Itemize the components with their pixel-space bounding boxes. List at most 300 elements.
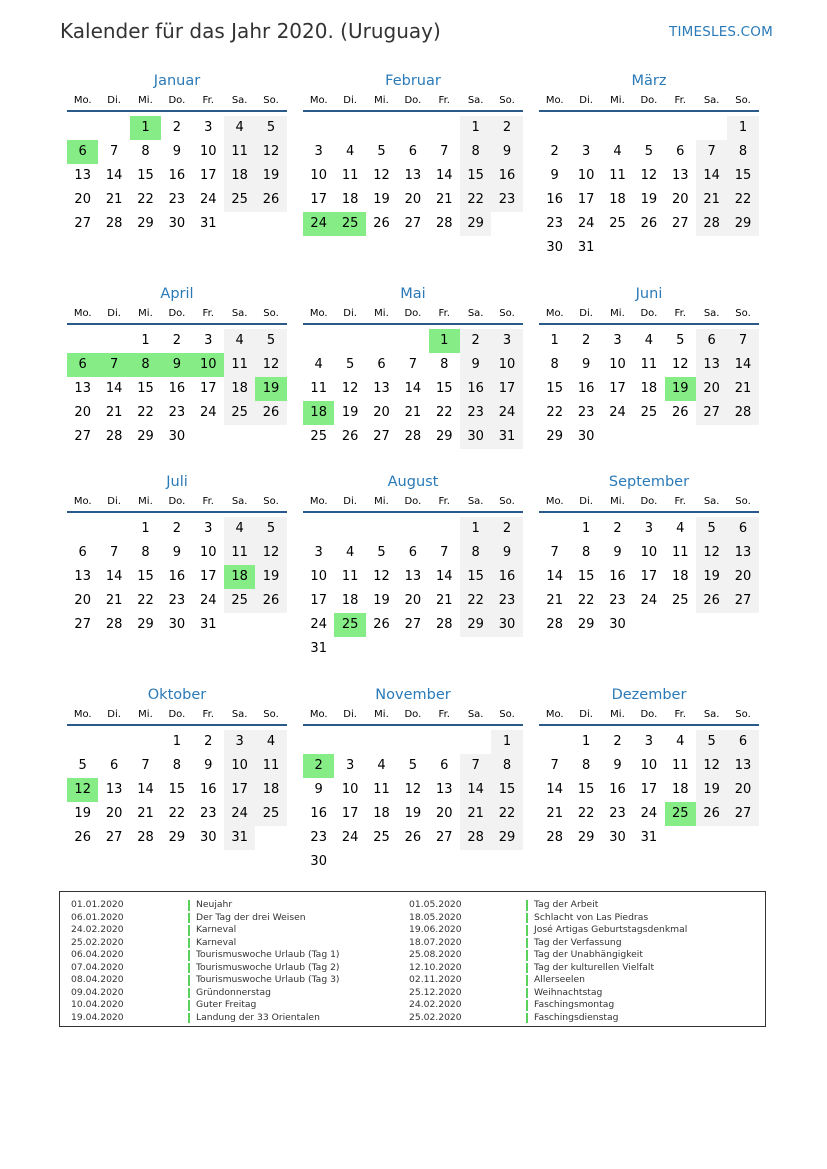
day-cell: 19	[341, 405, 359, 420]
day-cell: 17	[491, 377, 522, 401]
day-cell: 16	[609, 569, 626, 584]
day-cell: 14	[435, 569, 453, 584]
legend-row	[71, 999, 406, 1012]
holiday-date: 18.05.2020	[409, 911, 462, 923]
day-cell: 18	[255, 778, 286, 802]
weekday-label: Di.	[579, 709, 593, 720]
day-cell: 15	[577, 569, 595, 584]
day-cell: 8	[491, 754, 522, 778]
holiday-name: Schlacht von Las Piedras	[534, 911, 649, 923]
week-row	[67, 613, 287, 637]
empty-cell	[224, 212, 255, 236]
weekday-label: Di.	[579, 95, 593, 106]
day-cell: 25	[224, 401, 255, 425]
weekday-header	[67, 706, 287, 726]
day-cell: 19	[696, 565, 727, 589]
weekday-header	[539, 305, 759, 325]
weekday-label: Do.	[640, 496, 658, 507]
day-cell: 23	[491, 589, 522, 613]
weekday-label: Do.	[168, 496, 186, 507]
empty-cell	[334, 116, 365, 140]
day-cell: 27	[373, 429, 390, 444]
day-cell: 24	[640, 806, 658, 821]
day-cell: 1	[727, 116, 758, 140]
week-row	[303, 778, 523, 802]
day-cell: 6	[408, 144, 417, 159]
holiday-date: 25.02.2020	[71, 936, 124, 948]
weekday-label: So.	[499, 95, 515, 106]
day-cell: 25	[224, 188, 255, 212]
day-cell: 17	[341, 806, 359, 821]
day-cell: 13	[727, 541, 758, 565]
day-cell: 19	[640, 192, 658, 207]
empty-cell	[665, 425, 696, 449]
day-cell: 7	[408, 357, 417, 372]
day-cell: 24	[199, 593, 217, 608]
week-row	[303, 613, 523, 637]
empty-cell	[255, 212, 286, 236]
day-cell: 24	[341, 830, 359, 845]
day-cell: 12	[696, 754, 727, 778]
day-cell: 2	[172, 120, 181, 135]
day-cell: 3	[345, 758, 355, 773]
day-cell: 8	[440, 357, 449, 372]
day-cell: 12	[696, 541, 727, 565]
holiday-marker	[526, 938, 528, 949]
holiday-name: Tourismuswoche Urlaub (Tag 1)	[196, 949, 340, 960]
day-cell: 7	[98, 353, 129, 377]
day-cell: 19	[696, 778, 727, 802]
day-cell: 21	[727, 377, 758, 401]
day-cell: 17	[199, 168, 217, 183]
day-cell: 17	[310, 192, 327, 207]
holiday-name: Landung der 33 Orientalen	[196, 1011, 320, 1023]
weekday-header	[303, 305, 523, 325]
day-cell: 6	[78, 545, 87, 560]
weekday-label: Mi.	[610, 95, 625, 106]
day-cell: 6	[109, 758, 119, 773]
week-row	[303, 140, 523, 164]
day-cell: 17	[199, 381, 217, 396]
weekday-label: Mi.	[610, 709, 625, 720]
day-cell: 18	[373, 806, 390, 821]
day-cell: 20	[74, 405, 91, 420]
day-cell: 25	[609, 216, 626, 231]
weekday-label: Fr.	[674, 95, 686, 106]
day-cell: 25	[224, 589, 255, 613]
weekday-label: Di.	[343, 308, 357, 319]
day-cell: 28	[404, 429, 422, 444]
day-cell: 6	[67, 140, 98, 164]
holiday-name: Allerseelen	[534, 974, 585, 985]
weekday-label: So.	[499, 496, 515, 507]
day-cell: 14	[727, 353, 758, 377]
day-cell: 17	[640, 569, 658, 584]
holiday-date: 18.07.2020	[409, 936, 462, 948]
holiday-name: Tag der Verfassung	[534, 936, 622, 948]
week-row	[67, 353, 287, 377]
day-cell: 1	[550, 333, 559, 348]
weekday-label: Do.	[168, 95, 186, 106]
day-cell: 29	[727, 212, 758, 236]
day-cell: 11	[671, 545, 689, 560]
holiday-name: Der Tag der drei Weisen	[196, 911, 306, 923]
holiday-date: 06.01.2020	[71, 911, 124, 923]
day-cell: 26	[373, 216, 390, 231]
empty-cell	[67, 517, 98, 541]
legend-row	[71, 912, 406, 925]
day-cell: 24	[199, 192, 217, 207]
week-row	[539, 140, 759, 164]
day-cell: 25	[255, 802, 286, 826]
day-cell: 1	[429, 329, 460, 353]
day-cell: 29	[460, 613, 491, 637]
holiday-date: 01.01.2020	[71, 899, 124, 910]
week-row	[67, 730, 287, 754]
day-cell: 29	[435, 429, 453, 444]
empty-cell	[224, 425, 255, 449]
holiday-marker	[526, 900, 528, 911]
weekday-label: Mo.	[309, 95, 328, 106]
day-cell: 10	[199, 144, 217, 159]
weekday-label: Di.	[579, 308, 593, 319]
weekday-header	[67, 305, 287, 325]
day-cell: 21	[137, 806, 154, 821]
day-cell: 19	[665, 377, 696, 401]
empty-cell	[303, 730, 334, 754]
day-cell: 25	[334, 212, 365, 236]
day-cell: 29	[577, 617, 595, 632]
day-cell: 3	[491, 329, 522, 353]
day-cell: 1	[581, 734, 591, 749]
week-row	[539, 377, 759, 401]
day-cell: 4	[613, 144, 622, 159]
day-cell: 10	[491, 353, 522, 377]
day-cell: 29	[137, 429, 154, 444]
day-cell: 27	[727, 802, 758, 826]
empty-cell	[255, 425, 286, 449]
day-cell: 15	[491, 778, 522, 802]
weekday-label: Sa.	[703, 496, 720, 507]
day-cell: 7	[440, 545, 449, 560]
day-cell: 25	[310, 429, 327, 444]
day-cell: 22	[577, 806, 595, 821]
week-row	[67, 589, 287, 613]
empty-cell	[696, 425, 727, 449]
legend-row	[71, 937, 406, 950]
weekday-label: Mi.	[374, 496, 389, 507]
day-cell: 11	[310, 381, 327, 396]
day-cell: 7	[550, 545, 559, 560]
day-cell: 8	[460, 541, 491, 565]
day-cell: 11	[341, 569, 359, 584]
holiday-name: Tag der Unabhängigkeit	[534, 949, 643, 960]
day-cell: 4	[224, 329, 255, 353]
holiday-name: Karneval	[196, 924, 237, 935]
holiday-marker	[188, 988, 190, 999]
weekday-label: Di.	[107, 95, 121, 106]
day-cell: 1	[130, 116, 161, 140]
holiday-name: Tag der Arbeit	[534, 899, 599, 910]
empty-cell	[366, 116, 397, 140]
day-cell: 4	[676, 521, 685, 536]
week-row	[303, 212, 523, 236]
month-name: April	[160, 286, 194, 302]
day-cell: 22	[491, 802, 522, 826]
day-cell: 25	[671, 593, 689, 608]
day-cell: 5	[78, 758, 87, 773]
weekday-label: Do.	[168, 709, 186, 720]
weekday-label: Mi.	[374, 709, 389, 720]
week-row	[303, 116, 523, 140]
day-cell: 12	[341, 381, 359, 396]
holiday-name: Faschingsdienstag	[534, 1011, 619, 1023]
day-cell: 26	[74, 830, 91, 845]
weekday-label: Mo.	[73, 709, 92, 720]
week-row	[303, 401, 523, 425]
empty-cell	[193, 425, 224, 449]
day-cell: 23	[168, 405, 186, 420]
day-cell: 7	[109, 545, 119, 560]
week-row	[303, 353, 523, 377]
day-cell: 17	[199, 569, 217, 584]
day-cell: 17	[224, 778, 255, 802]
day-cell: 6	[67, 353, 98, 377]
day-cell: 24	[199, 405, 217, 420]
day-cell: 26	[696, 802, 727, 826]
empty-cell	[727, 425, 758, 449]
month-märz	[539, 70, 759, 260]
empty-cell	[334, 730, 365, 754]
day-cell: 5	[644, 144, 653, 159]
day-cell: 2	[550, 144, 559, 159]
day-cell: 20	[696, 377, 727, 401]
day-cell: 23	[199, 806, 217, 821]
holiday-marker	[526, 988, 528, 999]
day-cell: 28	[727, 401, 758, 425]
day-cell: 26	[255, 401, 286, 425]
week-row	[67, 164, 287, 188]
holiday-marker	[188, 963, 190, 974]
month-name: Juni	[635, 286, 663, 302]
holiday-name: Neujahr	[196, 899, 233, 910]
weekday-label: Fr.	[202, 709, 214, 720]
month-name: November	[375, 687, 451, 703]
empty-cell	[67, 329, 98, 353]
weekday-label: Sa.	[231, 308, 248, 319]
day-cell: 23	[609, 593, 626, 608]
day-cell: 31	[224, 826, 255, 850]
day-cell: 20	[727, 565, 758, 589]
empty-cell	[67, 116, 98, 140]
weekday-label: So.	[263, 709, 279, 720]
weekday-header	[67, 92, 287, 112]
week-row	[539, 116, 759, 140]
day-cell: 19	[404, 806, 422, 821]
weekday-label: Mi.	[138, 95, 153, 106]
empty-cell	[429, 730, 460, 754]
day-cell: 5	[255, 329, 286, 353]
day-cell: 2	[172, 333, 181, 348]
empty-cell	[429, 517, 460, 541]
day-cell: 30	[609, 617, 626, 632]
legend-row	[409, 974, 744, 987]
day-cell: 8	[172, 758, 181, 773]
week-row	[539, 329, 759, 353]
day-cell: 26	[640, 216, 658, 231]
month-name: Dezember	[611, 687, 687, 703]
empty-cell	[397, 730, 428, 754]
legend-row	[409, 899, 744, 912]
holiday-name: Weihnachtstag	[534, 986, 603, 998]
day-cell: 2	[491, 517, 522, 541]
day-cell: 7	[440, 144, 449, 159]
day-cell: 30	[460, 425, 491, 449]
week-row	[303, 188, 523, 212]
weekday-header	[539, 706, 759, 726]
day-cell: 3	[314, 144, 323, 159]
day-cell: 2	[303, 754, 334, 778]
empty-cell	[633, 236, 664, 260]
week-row	[539, 826, 759, 850]
empty-cell	[67, 730, 98, 754]
day-cell: 21	[435, 192, 453, 207]
day-cell: 24	[609, 405, 626, 420]
day-cell: 28	[105, 429, 123, 444]
day-cell: 5	[377, 545, 386, 560]
weekday-label: Do.	[404, 95, 422, 106]
day-cell: 14	[105, 381, 123, 396]
page-title: Kalender für das Jahr 2020. (Uruguay)	[60, 19, 441, 43]
day-cell: 16	[168, 168, 186, 183]
day-cell: 10	[193, 353, 224, 377]
day-cell: 1	[141, 333, 150, 348]
week-row	[303, 754, 523, 778]
day-cell: 3	[644, 734, 653, 749]
day-cell: 23	[168, 192, 186, 207]
day-cell: 7	[109, 144, 119, 159]
day-cell: 17	[640, 782, 658, 797]
brand-link[interactable]: TIMESLES.COM	[669, 24, 773, 40]
legend-row	[71, 899, 406, 912]
month-mai	[303, 283, 523, 449]
empty-cell	[696, 826, 727, 850]
holiday-date: 06.04.2020	[71, 949, 124, 960]
week-row	[67, 329, 287, 353]
day-cell: 5	[255, 116, 286, 140]
holiday-name: José Artigas Geburtstagsdenkmal	[534, 924, 688, 935]
day-cell: 3	[204, 521, 213, 536]
legend-row	[409, 987, 744, 1000]
day-cell: 15	[546, 381, 563, 396]
day-cell: 30	[310, 854, 327, 869]
month-name: März	[631, 73, 667, 89]
day-cell: 12	[255, 541, 286, 565]
day-cell: 2	[613, 521, 622, 536]
day-cell: 2	[613, 734, 622, 749]
day-cell: 10	[224, 754, 255, 778]
day-cell: 14	[546, 782, 563, 797]
day-cell: 30	[168, 216, 186, 231]
day-cell: 24	[577, 216, 595, 231]
day-cell: 12	[67, 778, 98, 802]
day-cell: 17	[310, 593, 327, 608]
day-cell: 21	[546, 806, 563, 821]
day-cell: 14	[404, 381, 422, 396]
day-cell: 30	[577, 429, 595, 444]
weekday-label: Do.	[640, 709, 658, 720]
day-cell: 6	[727, 517, 758, 541]
day-cell: 27	[105, 830, 123, 845]
day-cell: 8	[460, 140, 491, 164]
weekday-label: Fr.	[438, 496, 450, 507]
day-cell: 31	[640, 830, 658, 845]
day-cell: 8	[130, 353, 161, 377]
empty-cell	[665, 116, 696, 140]
day-cell: 28	[435, 617, 453, 632]
week-row	[303, 850, 523, 874]
holiday-marker	[188, 925, 190, 936]
day-cell: 18	[640, 381, 658, 396]
month-name: Mai	[400, 286, 426, 302]
day-cell: 25	[373, 830, 390, 845]
week-row	[303, 329, 523, 353]
day-cell: 4	[377, 758, 386, 773]
day-cell: 18	[224, 377, 255, 401]
day-cell: 18	[224, 565, 255, 589]
day-cell: 15	[137, 168, 154, 183]
day-cell: 22	[168, 806, 186, 821]
week-row	[303, 164, 523, 188]
legend-row	[71, 987, 406, 1000]
weekday-label: Do.	[640, 95, 658, 106]
day-cell: 13	[74, 168, 91, 183]
day-cell: 14	[137, 782, 154, 797]
day-cell: 8	[141, 545, 150, 560]
month-dezember	[539, 684, 759, 850]
empty-cell	[633, 613, 664, 637]
weekday-label: Fr.	[202, 308, 214, 319]
legend-row	[409, 962, 744, 975]
weekday-label: Sa.	[703, 95, 720, 106]
day-cell: 29	[491, 826, 522, 850]
empty-cell	[491, 212, 522, 236]
day-cell: 27	[404, 216, 422, 231]
week-row	[303, 377, 523, 401]
day-cell: 21	[696, 188, 727, 212]
weekday-header	[303, 706, 523, 726]
weekday-label: Sa.	[231, 95, 248, 106]
day-cell: 18	[671, 569, 689, 584]
week-row	[539, 188, 759, 212]
day-cell: 10	[310, 168, 327, 183]
day-cell: 31	[199, 617, 217, 632]
month-juli	[67, 471, 287, 637]
day-cell: 3	[314, 545, 323, 560]
day-cell: 15	[460, 164, 491, 188]
weekday-label: Fr.	[438, 709, 450, 720]
empty-cell	[633, 425, 664, 449]
empty-cell	[429, 850, 460, 874]
day-cell: 8	[727, 140, 758, 164]
week-row	[303, 826, 523, 850]
empty-cell	[255, 613, 286, 637]
day-cell: 23	[310, 830, 327, 845]
holiday-date: 10.04.2020	[71, 999, 124, 1010]
empty-cell	[397, 517, 428, 541]
day-cell: 12	[404, 782, 422, 797]
month-september	[539, 471, 759, 637]
